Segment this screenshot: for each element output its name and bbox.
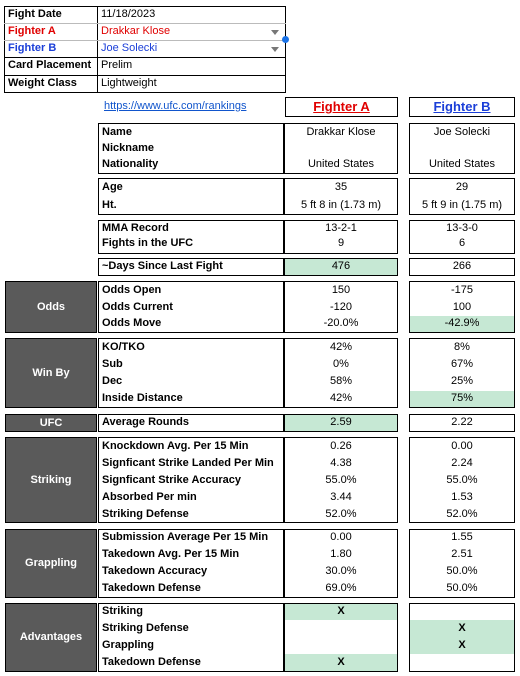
row-label: ~Days Since Last Fight [102,260,223,272]
row-label: Nickname [102,142,154,154]
cell-b: 55.0% [446,474,478,486]
row-label: Age [102,181,123,193]
cell-a: 30.0% [325,565,357,577]
cell-a [285,639,397,654]
row-label: Odds Current [102,301,173,313]
cell-b: 5 ft 9 in (1.75 m) [421,199,503,211]
cell-a: 0.26 [330,440,352,452]
row-label: Average Rounds [102,416,190,428]
cell-b [410,656,514,671]
cell-a: 150 [331,284,351,296]
cell-a: 9 [337,237,345,249]
cell-a: 1.80 [330,548,352,560]
row-label: Signficant Strike Landed Per Min [102,457,274,469]
cell-a: X [337,605,345,617]
section-grappling: Grappling [5,529,97,598]
row-label: Absorbed Per min [102,491,197,503]
cell-b: 67% [450,358,474,370]
fighter-a-label: Fighter A [8,25,56,37]
cell-b: 13-3-0 [446,222,478,234]
row-label: Takedown Defense [102,656,201,668]
cell-a: 5 ft 8 in (1.73 m) [300,199,382,211]
selection-handle[interactable] [282,36,289,43]
fight-date-label: Fight Date [8,8,62,20]
weight-class-label: Weight Class [8,77,77,89]
row-label: Striking Defense [102,508,189,520]
cell-a: United States [307,158,375,170]
chevron-down-icon[interactable] [271,30,279,35]
fighter-a-header: Fighter A [285,97,398,117]
row-label: KO/TKO [102,341,145,353]
cell-a: 35 [334,181,348,193]
cell-a: 52.0% [325,508,357,520]
row-label: Striking [102,605,143,617]
cell-b: X [458,639,466,651]
cell-a: 4.38 [330,457,352,469]
cell-a: 0% [333,358,349,370]
section-win-by: Win By [5,338,97,408]
cell-a: 476 [331,260,351,272]
cell-b: 2.51 [451,548,473,560]
cell-b: 266 [452,260,472,272]
cell-a [285,622,397,637]
section-striking: Striking [5,437,97,523]
fighter-b-select[interactable]: Joe Solecki [101,42,158,54]
cell-b: 0.00 [451,440,473,452]
row-label: Name [102,126,132,138]
section-odds: Odds [5,281,97,333]
cell-a: 42% [329,392,353,404]
fight-date-value[interactable]: 11/18/2023 [101,8,156,20]
cell-a: -120 [329,301,353,313]
cell-b: United States [428,158,496,170]
section-advantages: Advantages [5,603,97,672]
cell-b: 2.24 [451,457,473,469]
cell-a: 2.59 [330,416,352,428]
cell-b: X [458,622,466,634]
cell-b: -42.9% [444,317,480,329]
section-ufc: UFC [5,414,97,432]
cell-b: 50.0% [446,582,478,594]
cell-a: -20.0% [323,317,359,329]
row-label: Sub [102,358,123,370]
row-label: Inside Distance [102,392,183,404]
row-label: Grappling [102,639,154,651]
cell-a: 69.0% [325,582,357,594]
cell-a: 58% [329,375,353,387]
cell-a: 55.0% [325,474,357,486]
cell-b: 25% [450,375,474,387]
cell-a: X [337,656,345,668]
row-label: Takedown Avg. Per 15 Min [102,548,240,560]
cell-b: 1.53 [451,491,473,503]
row-label: MMA Record [102,222,169,234]
row-label: Nationality [102,158,159,170]
weight-class-value[interactable]: Lightweight [101,77,157,89]
row-label: Takedown Accuracy [102,565,208,577]
cell-a: 0.00 [330,531,352,543]
cell-b: 100 [452,301,472,313]
chevron-down-icon[interactable] [271,47,279,52]
cell-b: 2.22 [451,416,473,428]
row-label: Dec [102,375,123,387]
cell-a: 13-2-1 [325,222,357,234]
cell-b: -175 [450,284,474,296]
row-label: Odds Move [102,317,162,329]
cell-a: 3.44 [330,491,352,503]
cell-a: 42% [329,341,353,353]
card-placement-label: Card Placement [8,59,92,71]
cell-b: 29 [455,181,469,193]
row-label: Signficant Strike Accuracy [102,474,241,486]
row-label: Odds Open [102,284,162,296]
card-placement-value[interactable]: Prelim [101,59,133,71]
row-label: Knockdown Avg. Per 15 Min [102,440,249,452]
fighter-b-label: Fighter B [8,42,57,54]
cell-b: 52.0% [446,508,478,520]
fighter-b-header: Fighter B [409,97,515,117]
row-label: Ht. [102,199,117,211]
row-label: Submission Average Per 15 Min [102,531,269,543]
rankings-link[interactable]: https://www.ufc.com/rankings [104,100,247,112]
cell-b: 6 [458,237,466,249]
cell-b [410,605,514,620]
fighter-a-select[interactable]: Drakkar Klose [101,25,171,37]
row-label: Striking Defense [102,622,189,634]
cell-b: Joe Solecki [433,126,491,138]
row-label: Fights in the UFC [102,237,194,249]
row-label: Takedown Defense [102,582,201,594]
cell-b: 1.55 [451,531,473,543]
cell-a: Drakkar Klose [306,126,376,138]
cell-b: 8% [454,341,470,353]
cell-b: 75% [450,392,474,404]
cell-b: 50.0% [446,565,478,577]
